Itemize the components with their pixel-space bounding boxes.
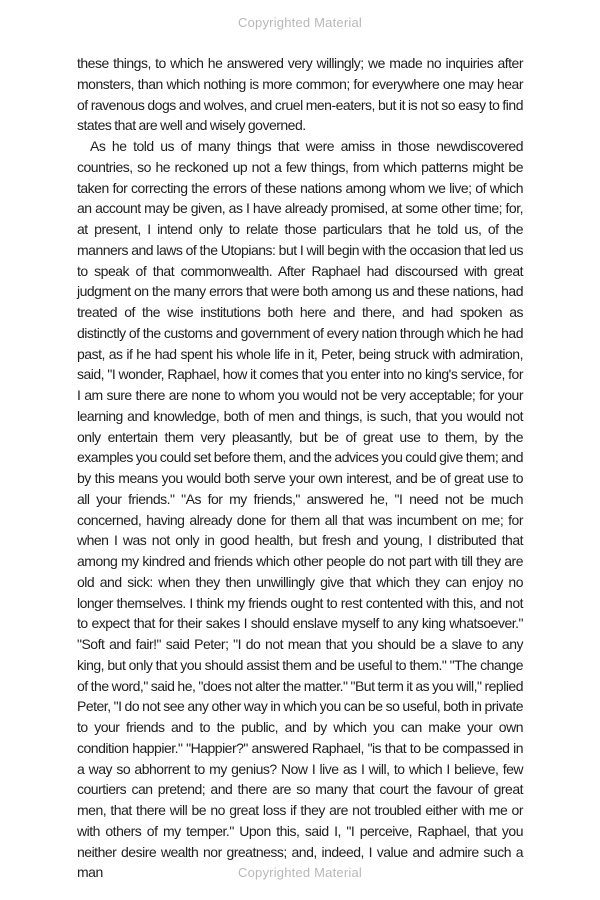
paragraph-raphael-dialogue: As he told us of many things that were amiss in those newdiscovered countries, so he reckoned up not a few things, from which patterns might be taken for correcting the errors of these nations among whom we live; of which an account may be given, as I have already promised, at some other time; for, at present, I intend only to relate those particulars that he told us, of the manners and laws of the Utopians: but I will begin with the occasion that led us to speak of that commonwealth. After Raphael had discoursed with great judgment on the many errors that were both among us and these nations, had treated of the wise institutions both here and there, and had spoken as distinctly of the customs and government of every nation through which he had past, as if he had spent his whole life in it, Peter, being struck with admiration, said, "I wonder, Raphael, how it comes that you enter into no king's service, for I am sure there are none to whom you would not be very acceptable; for your learning and knowledge, both of men and things, is such, that you would not only entertain them very pleasantly, but be of great use to them, by the examples you could set before them, and the advices you could give them; and by this means you would both serve your own interest, and be of great use to all your friends." "As for my friends," answered he, "I need not be much concerned, having already done for them all that was incumbent on me; for when I was not only in good health, but fresh and young, I distributed that among my kindred and friends which other people do not part with till they are old and sick: when they then unwillingly give that which they can enjoy no longer themselves. I think my friends ought to rest contented with this, and not to expect that for their sakes I should enslave myself to any king whatsoever." "Soft and fair!" said Peter; "I do not mean that you should be a slave to any king, but only that you should assist them and be useful to them." "The change of the word," said he, "does not alter the matter." "But term it as you will," replied Peter, "I do not see any other way in which you can be so useful, both in private to your friends and to the public, and by which you can make your own condition happier." "Happier?" answered Raphael, "is that to be compassed in a way so abhorrent to my genius? Now I live as I will, to which I believe, few courtiers can pretend; and there are so many that court the favour of great men, that there will be no great loss if they are not troubled either with me or with others of my temper." Upon this, said I, "I perceive, Raphael, that you neither desire wealth nor greatness; and, indeed, I value and admire such a man — [77, 138, 523, 881]
page-body — [77, 53, 523, 883]
paragraph-continuation: these things, to which he answered very willingly; we made no inquiries after monsters, than which nothing is more common; for everywhere one may hear of ravenous dogs and wolves, and cruel men-eaters, but it is not so easy to find states that are well and wisely governed. — [77, 55, 523, 134]
copyright-watermark-bottom: Copyrighted Material — [238, 865, 362, 880]
copyright-watermark-top: Copyrighted Material — [238, 15, 362, 30]
